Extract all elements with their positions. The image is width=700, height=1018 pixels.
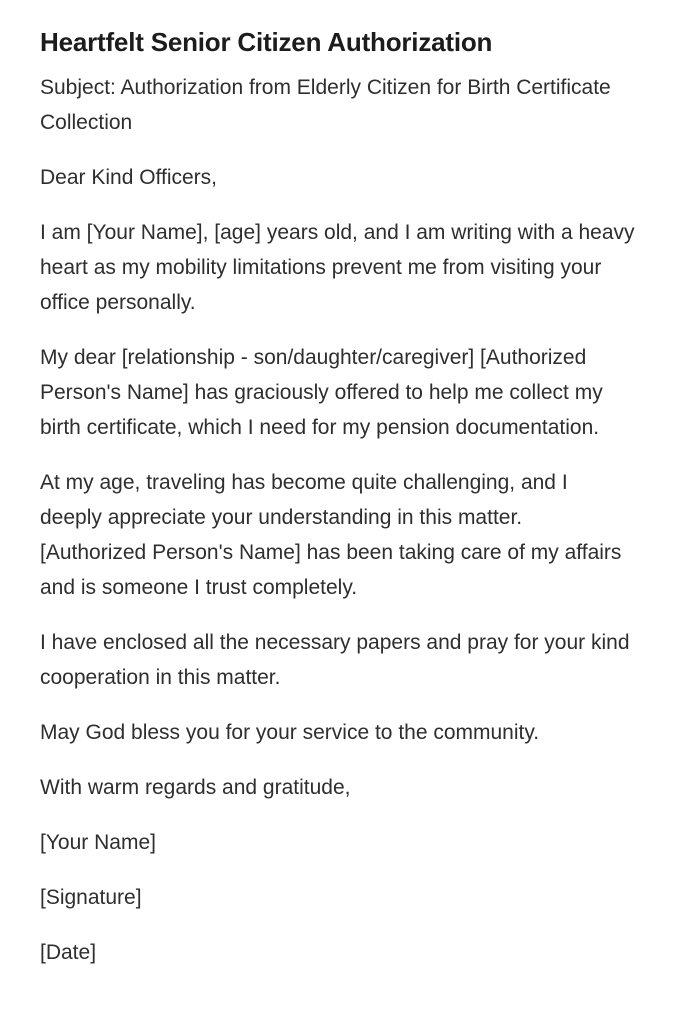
paragraph-subject [40, 70, 660, 140]
letter-line: Person's Name] has graciously offered to help me collect my [40, 381, 603, 404]
letter-line: At my age, traveling has become quite challenging, and I [40, 471, 568, 494]
letter-line: deeply appreciate your understanding in this matter. [40, 506, 523, 529]
letter-line: birth certificate, which I need for my pension documentation. [40, 416, 600, 439]
paragraph-closing [40, 770, 660, 805]
paragraph-authorized-person [40, 340, 660, 445]
signature-name-placeholder [40, 825, 660, 860]
letter-line: May God bless you for your service to the community. [40, 721, 540, 744]
letter-line: office personally. [40, 291, 196, 314]
letter-line: [Signature] [40, 886, 142, 909]
letter-line: I am [Your Name], [age] years old, and I am writing with a heavy [40, 221, 635, 244]
page-title: Heartfelt Senior Citizen Authorization [40, 27, 493, 57]
letter-line: Collection [40, 111, 133, 134]
letter-line: [Date] [40, 941, 97, 964]
paragraph-trust-statement [40, 465, 660, 605]
letter-line: I have enclosed all the necessary papers and pray for your kind [40, 631, 630, 654]
paragraph-enclosures [40, 625, 660, 695]
letter-line: With warm regards and gratitude, [40, 776, 351, 799]
letter-line: heart as my mobility limitations prevent me from visiting your [40, 256, 602, 279]
letter-line: Subject: Authorization from Elderly Citizen for Birth Certificate [40, 76, 611, 99]
letter-line: cooperation in this matter. [40, 666, 281, 689]
signature-placeholder [40, 880, 660, 915]
paragraph-blessing [40, 715, 660, 750]
letter-line: and is someone I trust completely. [40, 576, 358, 599]
letter-line: Dear Kind Officers, [40, 166, 218, 189]
date-placeholder [40, 935, 660, 970]
letter-line: [Authorized Person's Name] has been taking care of my affairs [40, 541, 622, 564]
paragraph-introduction [40, 215, 660, 320]
letter-line: My dear [relationship - son/daughter/caregiver] [Authorized [40, 346, 587, 369]
letter-line: [Your Name] [40, 831, 156, 854]
paragraph-salutation [40, 160, 660, 195]
